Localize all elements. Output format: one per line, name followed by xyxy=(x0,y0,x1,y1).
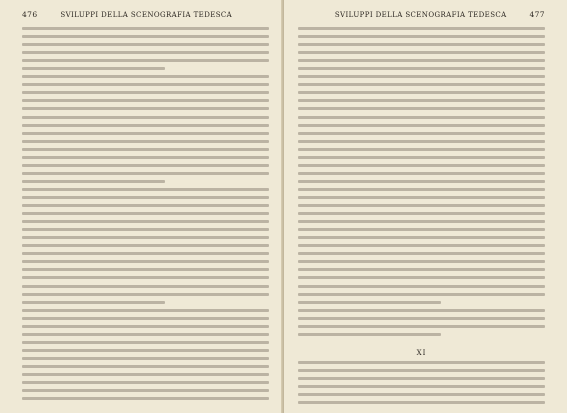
text-line xyxy=(22,365,269,368)
text-line xyxy=(22,35,269,38)
text-line xyxy=(22,212,269,215)
text-line xyxy=(298,51,545,54)
text-line xyxy=(22,188,269,191)
text-line xyxy=(298,385,545,388)
text-line xyxy=(298,393,545,396)
text-line xyxy=(298,252,545,255)
text-line xyxy=(298,83,545,86)
text-line xyxy=(22,172,269,175)
text-line xyxy=(298,228,545,231)
text-line xyxy=(22,357,269,360)
text-line xyxy=(22,51,269,54)
right-page-number: 477 xyxy=(529,10,545,19)
text-line xyxy=(298,188,545,191)
text-line xyxy=(22,341,269,344)
text-line xyxy=(298,164,545,167)
text-line xyxy=(298,361,545,364)
text-line xyxy=(22,260,269,263)
text-line xyxy=(22,180,165,183)
left-page-number: 476 xyxy=(22,10,38,19)
right-running-head: SVILUPPI DELLA SCENOGRAFIA TEDESCA xyxy=(334,11,507,19)
text-line xyxy=(22,228,269,231)
text-line xyxy=(22,293,269,296)
text-line xyxy=(22,27,269,30)
text-line xyxy=(22,124,269,127)
text-line xyxy=(298,172,545,175)
text-line xyxy=(298,325,545,328)
text-line xyxy=(22,349,269,352)
text-line xyxy=(298,43,545,46)
text-line xyxy=(22,325,269,328)
text-line xyxy=(298,301,441,304)
text-line xyxy=(298,75,545,78)
text-line xyxy=(22,276,269,279)
text-line xyxy=(22,397,269,400)
text-line xyxy=(298,341,545,344)
text-line xyxy=(298,369,545,372)
text-line xyxy=(22,317,269,320)
text-line xyxy=(298,285,545,288)
text-line xyxy=(22,285,269,288)
right-page-body xyxy=(298,27,545,404)
text-line xyxy=(298,180,545,183)
right-page-header xyxy=(298,10,545,19)
text-line xyxy=(298,148,545,151)
text-line xyxy=(298,204,545,207)
text-line xyxy=(22,148,269,151)
text-line xyxy=(298,27,545,30)
text-line xyxy=(298,309,545,312)
text-line xyxy=(298,317,545,320)
text-line xyxy=(298,293,545,296)
text-line xyxy=(22,140,269,143)
text-line xyxy=(298,220,545,223)
text-line xyxy=(22,244,269,247)
text-line xyxy=(298,377,545,380)
text-line xyxy=(22,156,269,159)
text-line xyxy=(298,260,545,263)
text-line xyxy=(298,132,545,135)
text-line xyxy=(22,220,269,223)
text-line xyxy=(298,59,545,62)
left-page-body xyxy=(22,27,269,400)
text-line xyxy=(298,276,545,279)
text-line xyxy=(298,333,441,336)
text-line xyxy=(298,156,545,159)
text-line xyxy=(22,75,269,78)
text-line xyxy=(298,107,545,110)
text-line xyxy=(298,212,545,215)
text-line xyxy=(22,107,269,110)
text-line xyxy=(298,268,545,271)
text-line xyxy=(298,67,545,70)
text-line xyxy=(22,116,269,119)
text-line xyxy=(22,99,269,102)
text-line xyxy=(298,244,545,247)
text-line xyxy=(22,389,269,392)
text-line xyxy=(298,196,545,199)
text-line xyxy=(22,373,269,376)
text-line xyxy=(22,132,269,135)
text-line xyxy=(22,204,269,207)
text-line xyxy=(22,59,269,62)
text-line xyxy=(22,67,165,70)
text-line xyxy=(22,381,269,384)
left-page xyxy=(0,0,283,413)
left-page-header xyxy=(22,10,269,19)
text-line xyxy=(22,309,269,312)
text-line xyxy=(298,99,545,102)
text-line xyxy=(298,116,545,119)
section-mark: XI xyxy=(416,348,427,357)
text-line xyxy=(22,268,269,271)
text-line xyxy=(298,236,545,239)
text-line xyxy=(22,43,269,46)
text-line xyxy=(22,252,269,255)
text-line xyxy=(22,333,269,336)
text-line xyxy=(298,124,545,127)
text-line xyxy=(22,236,269,239)
text-line xyxy=(22,91,269,94)
text-line xyxy=(22,301,165,304)
left-running-head: SVILUPPI DELLA SCENOGRAFIA TEDESCA xyxy=(60,11,233,19)
text-line xyxy=(22,83,269,86)
text-line xyxy=(22,196,269,199)
text-line xyxy=(298,401,545,404)
text-line xyxy=(298,91,545,94)
text-line xyxy=(298,140,545,143)
text-line xyxy=(22,164,269,167)
text-line xyxy=(298,35,545,38)
right-page xyxy=(284,0,567,413)
